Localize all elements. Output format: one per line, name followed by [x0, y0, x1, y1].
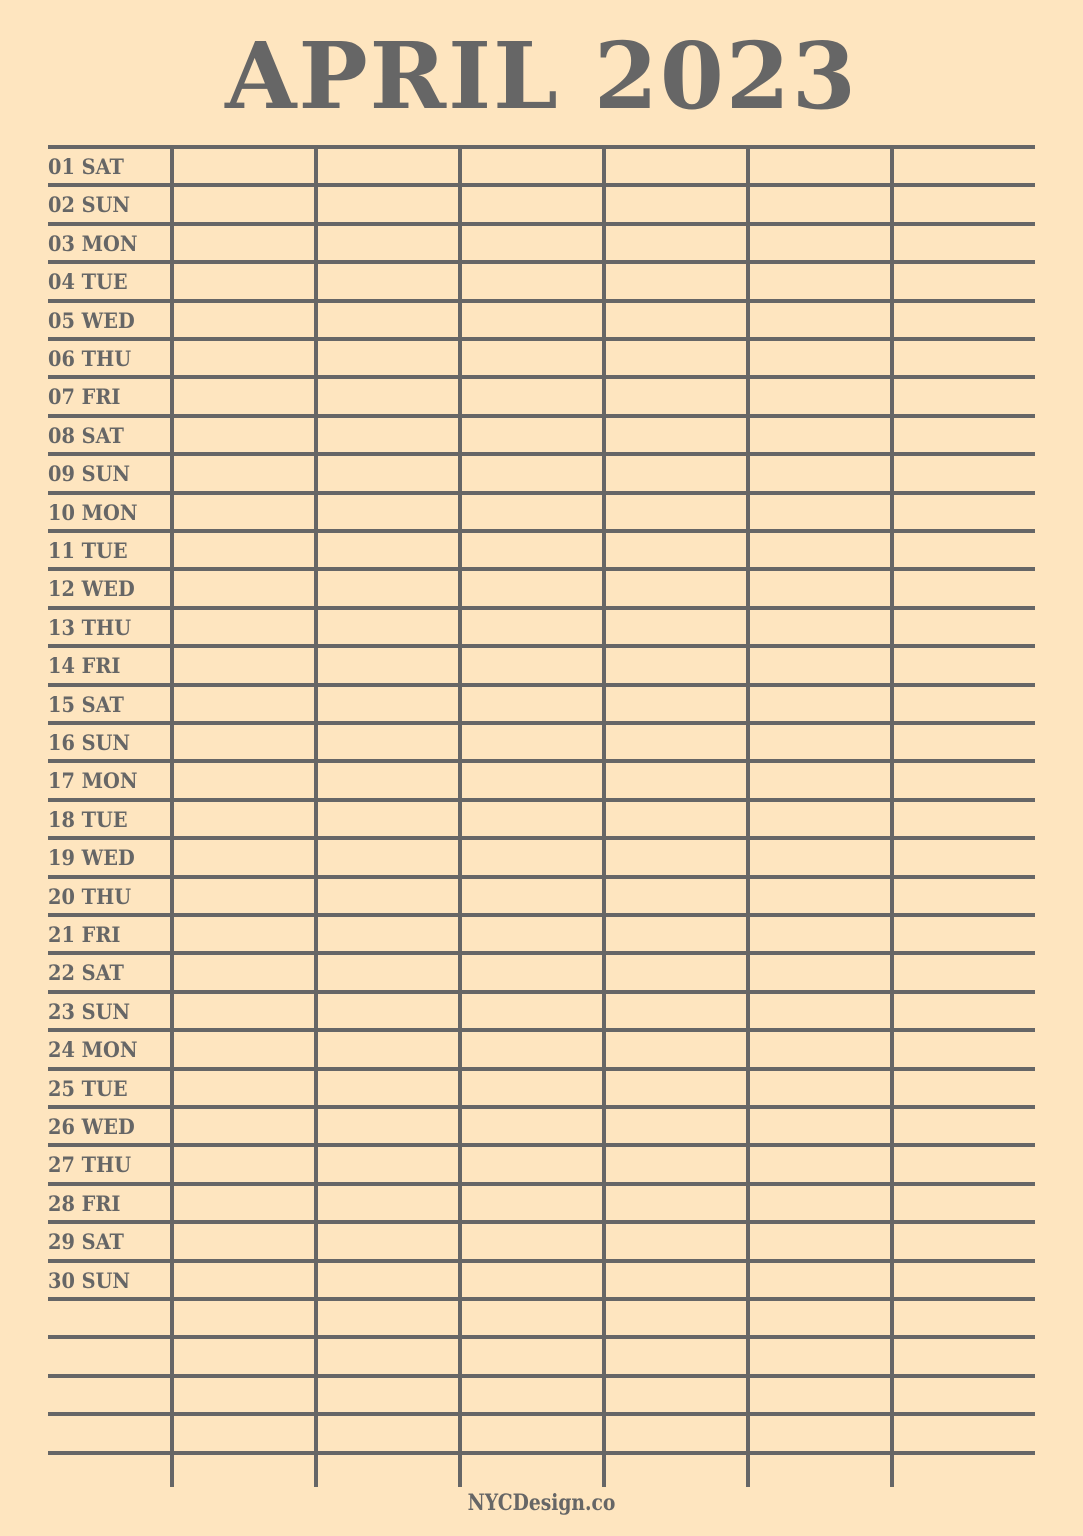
row-divider [48, 337, 1035, 341]
row-divider [48, 145, 1035, 149]
day-label: 20 THU [48, 883, 132, 909]
row-divider [48, 299, 1035, 303]
row-divider [48, 1220, 1035, 1224]
row-divider [48, 1297, 1035, 1301]
day-label: 18 TUE [48, 806, 128, 832]
day-label: 03 MON [48, 230, 138, 256]
row-divider [48, 375, 1035, 379]
row-divider [48, 606, 1035, 610]
day-label: 24 MON [48, 1037, 138, 1063]
day-label: 06 THU [48, 346, 132, 371]
row-divider [48, 183, 1035, 187]
row-divider [48, 798, 1035, 802]
day-label: 23 SUN [48, 998, 131, 1024]
row-divider [48, 1143, 1035, 1147]
column-divider [458, 145, 462, 1487]
column-divider [746, 145, 750, 1487]
row-divider [48, 1105, 1035, 1109]
day-label: 13 THU [48, 614, 132, 640]
day-label: 26 WED [48, 1114, 135, 1139]
row-divider [48, 452, 1035, 456]
footer-brand: NYCDesign.co [467, 1490, 616, 1516]
row-divider [48, 913, 1035, 917]
day-label: 09 SUN [48, 461, 131, 487]
day-label: 11 TUE [48, 538, 128, 563]
row-divider [48, 260, 1035, 264]
day-label: 07 FRI [48, 384, 121, 410]
day-label: 15 SAT [48, 691, 124, 717]
day-label: 21 FRI [48, 922, 121, 947]
row-divider [48, 222, 1035, 226]
row-divider [48, 644, 1035, 648]
row-divider [48, 1182, 1035, 1186]
row-divider [48, 951, 1035, 955]
row-divider [48, 990, 1035, 994]
day-label: 12 WED [48, 576, 135, 602]
row-divider [48, 836, 1035, 840]
day-label: 16 SUN [48, 730, 131, 755]
column-divider [170, 145, 174, 1487]
row-divider [48, 683, 1035, 687]
day-label: 02 SUN [48, 192, 131, 218]
day-label: 04 TUE [48, 269, 128, 295]
day-label: 08 SAT [48, 422, 124, 448]
row-divider [48, 721, 1035, 725]
day-label: 29 SAT [48, 1229, 124, 1255]
row-divider [48, 1335, 1035, 1339]
row-divider [48, 567, 1035, 571]
page-title: APRIL 2023 [225, 22, 858, 130]
column-divider [602, 145, 606, 1487]
row-divider [48, 1374, 1035, 1378]
row-divider [48, 875, 1035, 879]
day-label: 05 WED [48, 307, 135, 333]
day-label: 14 FRI [48, 653, 121, 679]
day-label: 25 TUE [48, 1075, 128, 1101]
column-divider [890, 145, 894, 1487]
row-divider [48, 1259, 1035, 1263]
column-divider [314, 145, 318, 1487]
row-divider [48, 1067, 1035, 1071]
day-label: 19 WED [48, 845, 135, 871]
row-divider [48, 1451, 1035, 1455]
day-label: 01 SAT [48, 154, 124, 179]
day-label: 17 MON [48, 768, 138, 794]
row-divider [48, 1412, 1035, 1416]
day-label: 30 SUN [48, 1267, 131, 1293]
row-divider [48, 414, 1035, 418]
day-label: 28 FRI [48, 1190, 121, 1216]
day-label: 22 SAT [48, 960, 124, 986]
row-divider [48, 759, 1035, 763]
day-label: 27 THU [48, 1152, 132, 1178]
row-divider [48, 491, 1035, 495]
day-label: 10 MON [48, 499, 138, 525]
row-divider [48, 529, 1035, 533]
row-divider [48, 1028, 1035, 1032]
